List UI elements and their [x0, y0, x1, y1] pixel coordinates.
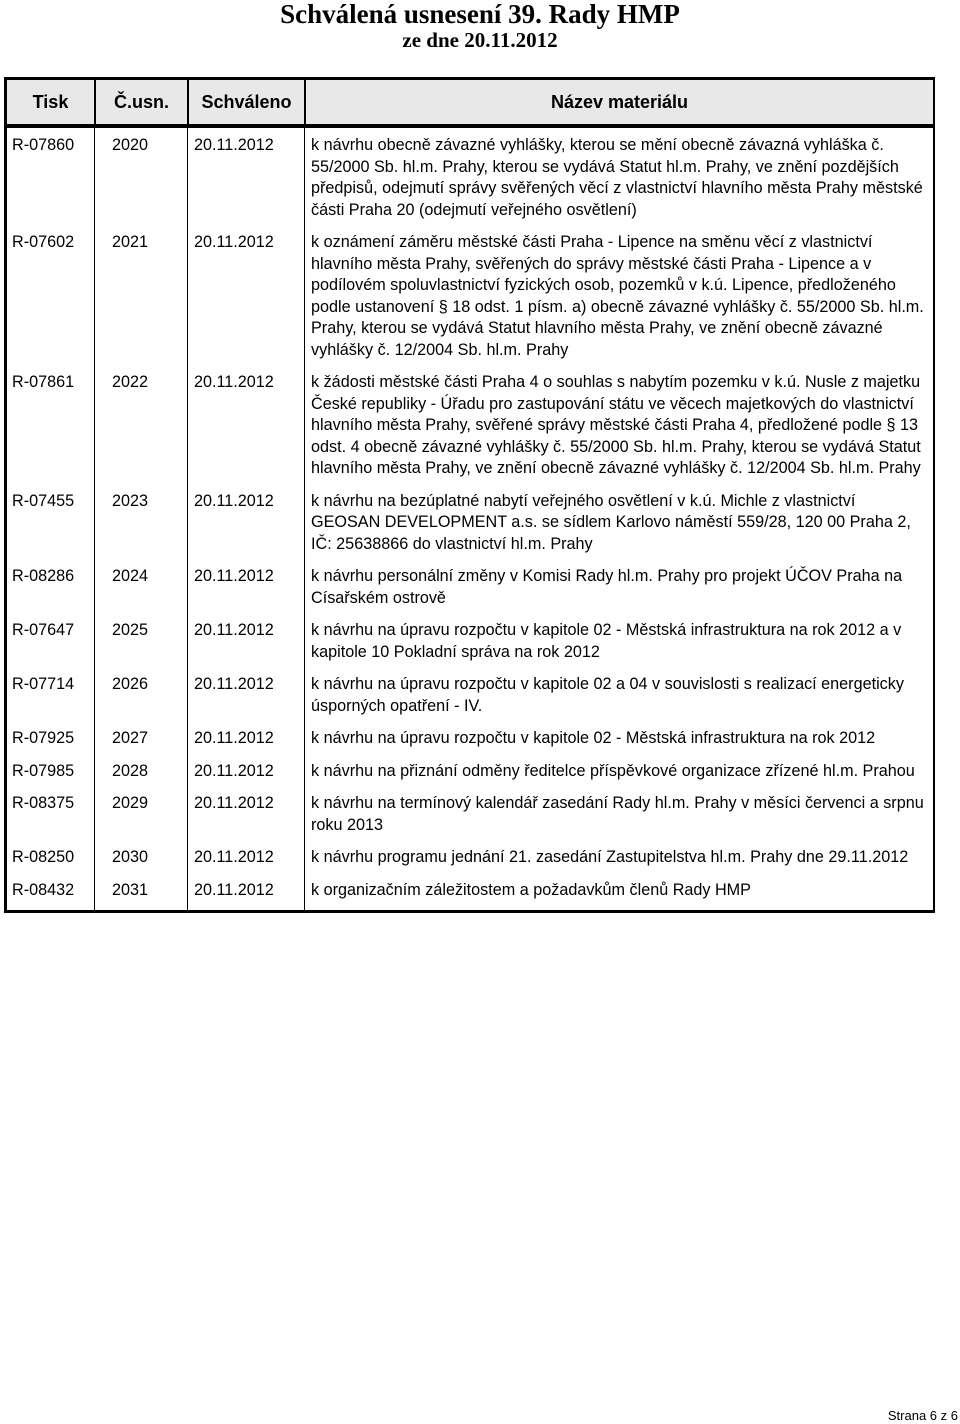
table-row	[7, 761, 933, 794]
cell-usneseni: 2020	[94, 128, 187, 232]
cell-nazev: k návrhu na termínový kalendář zasedání Rady hl.m. Prahy v měsíci červenci a srpnu roku 2013	[304, 793, 933, 847]
cell-nazev: k organizačním záležitostem a požadavkům členů Rady HMP	[304, 880, 933, 911]
cell-tisk: R-07602	[12, 233, 75, 251]
cell-usneseni: 2028	[94, 761, 187, 794]
cell-usneseni: 2029	[94, 793, 187, 847]
cell-schvaleno: 20.11.2012	[187, 728, 304, 761]
table-row	[7, 232, 933, 372]
cell-schvaleno: 20.11.2012	[187, 793, 304, 847]
cell-usneseni: 2022	[94, 372, 187, 491]
table-body	[7, 128, 933, 910]
cell-nazev: k žádosti městské části Praha 4 o souhlas s nabytím pozemku v k.ú. Nusle z majetku České republiky - Úřadu pro zastupování státu ve věcech majetkových do vlastnictví hlavního města Prahy, svěřené správy městské části Praha 4, předložené podle § 13 odst. 4 obecně závazné vyhlášky č. 55/2000 Sb. hl.m. Prahy, kterou se vydává Statut hlavního města Prahy, ve znění obecně závazné vyhlášky č. 12/2004 Sb. hl.m. Prahy	[304, 372, 933, 491]
table-row	[7, 793, 933, 847]
table-row	[7, 566, 933, 620]
column-header-schvaleno: Schváleno	[187, 80, 304, 128]
cell-tisk: R-07985	[12, 761, 75, 780]
cell-usneseni: 2027	[94, 728, 187, 761]
table-row	[7, 728, 933, 761]
cell-nazev: k návrhu na přiznání odměny ředitelce příspěvkové organizace zřízené hl.m. Prahou	[304, 761, 933, 794]
column-header-nazev: Název materiálu	[304, 80, 933, 128]
cell-nazev: k návrhu programu jednání 21. zasedání Zastupitelstva hl.m. Prahy dne 29.11.2012	[304, 847, 933, 880]
column-header-usneseni: Č.usn.	[94, 80, 187, 128]
resolutions-table	[4, 77, 935, 913]
cell-tisk: R-07860	[12, 136, 75, 154]
page-subtitle: ze dne 20.11.2012	[402, 28, 558, 52]
table-row	[7, 620, 933, 674]
cell-tisk: R-07455	[12, 491, 75, 510]
cell-usneseni: 2023	[94, 491, 187, 567]
cell-tisk: R-08250	[12, 848, 75, 866]
cell-usneseni: 2026	[94, 674, 187, 728]
cell-schvaleno: 20.11.2012	[187, 128, 304, 232]
cell-tisk: R-07714	[12, 675, 75, 693]
cell-nazev: k návrhu personální změny v Komisi Rady hl.m. Prahy pro projekt ÚČOV Praha na Císařském ostrově	[304, 566, 933, 620]
cell-schvaleno: 20.11.2012	[187, 566, 304, 620]
cell-nazev: k návrhu na úpravu rozpočtu v kapitole 02 - Městská infrastruktura na rok 2012	[304, 728, 933, 761]
cell-tisk: R-07925	[12, 729, 75, 747]
cell-usneseni: 2024	[94, 566, 187, 620]
table-row	[7, 880, 933, 911]
table-header-row	[7, 80, 933, 128]
table-row	[7, 372, 933, 491]
cell-usneseni: 2030	[94, 847, 187, 880]
cell-schvaleno: 20.11.2012	[187, 847, 304, 880]
cell-schvaleno: 20.11.2012	[187, 674, 304, 728]
cell-nazev: k oznámení záměru městské části Praha - Lipence na směnu věcí z vlastnictví hlavního města Prahy, svěřených do správy městské části Praha - Lipence a v podílovém spoluvlastnictví fyzických osob, pozemků v k.ú. Lipence, předloženého podle ustanovení § 18 odst. 1 písm. a) obecně závazné vyhlášky č. 55/2000 Sb. hl.m. Prahy, kterou se vydává Statut hlavního města Prahy, ve znění obecně závazné vyhlášky č. 12/2004 Sb. hl.m. Prahy	[304, 232, 933, 372]
page-number: Strana 6 z 6	[887, 1408, 958, 1423]
cell-usneseni: 2025	[94, 620, 187, 674]
table-row	[7, 128, 933, 232]
page-title: Schválená usnesení 39. Rady HMP	[280, 0, 680, 29]
cell-usneseni: 2021	[94, 232, 187, 372]
cell-nazev: k návrhu na úpravu rozpočtu v kapitole 02 - Městská infrastruktura na rok 2012 a v kapitole 10 Pokladní správa na rok 2012	[304, 620, 933, 674]
cell-schvaleno: 20.11.2012	[187, 491, 304, 567]
cell-schvaleno: 20.11.2012	[187, 232, 304, 372]
table-row	[7, 674, 933, 728]
cell-tisk: R-08432	[12, 880, 75, 899]
cell-schvaleno: 20.11.2012	[187, 620, 304, 674]
column-header-tisk: Tisk	[7, 80, 94, 128]
cell-tisk: R-08286	[12, 567, 75, 585]
cell-schvaleno: 20.11.2012	[187, 372, 304, 491]
cell-nazev: k návrhu obecně závazné vyhlášky, kterou se mění obecně závazná vyhláška č. 55/2000 Sb. hl.m. Prahy, kterou se vydává Statut hl.m. Prahy, ve znění pozdějších předpisů, odejmutí správy svěřených věcí z vlastnictví hlavního města Prahy městské části Praha 20 (odejmutí veřejného osvětlení)	[304, 128, 933, 232]
cell-nazev: k návrhu na bezúplatné nabytí veřejného osvětlení v k.ú. Michle z vlastnictví GEOSAN DEVELOPMENT a.s. se sídlem Karlovo náměstí 559/28, 120 00 Praha 2, IČ: 25638866 do vlastnictví hl.m. Prahy	[304, 491, 933, 567]
cell-tisk: R-07647	[12, 621, 75, 639]
cell-nazev: k návrhu na úpravu rozpočtu v kapitole 02 a 04 v souvislosti s realizací energeticky úsporných opatření - IV.	[304, 674, 933, 728]
cell-schvaleno: 20.11.2012	[187, 880, 304, 911]
cell-tisk: R-08375	[12, 794, 75, 812]
table-row	[7, 491, 933, 567]
cell-usneseni: 2031	[94, 880, 187, 911]
cell-tisk: R-07861	[12, 373, 75, 391]
table-row	[7, 847, 933, 880]
cell-schvaleno: 20.11.2012	[187, 761, 304, 794]
